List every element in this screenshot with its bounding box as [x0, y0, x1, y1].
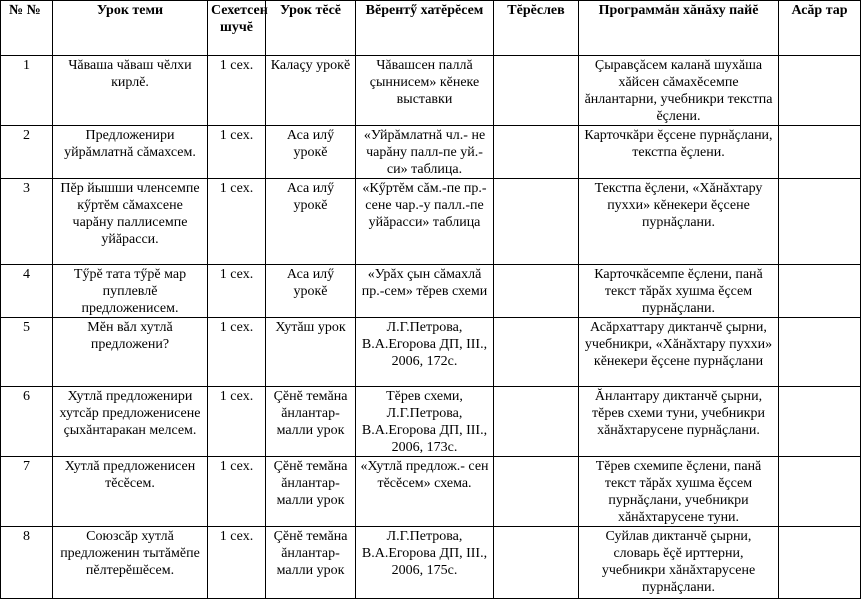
table-row	[1, 265, 861, 318]
cell-hours: 1 сех.	[208, 179, 266, 265]
cell-type: Аса илӳ урокĕ	[266, 179, 356, 265]
cell-extra	[779, 265, 861, 318]
cell-topic: Хутлă предложенири хутсăр предложенисене çыхăнтаракан мелсем.	[53, 387, 208, 457]
cell-extra	[779, 318, 861, 387]
cell-type: Çĕнĕ темăна ăнлантар-малли урок	[266, 387, 356, 457]
cell-terms	[494, 126, 579, 179]
cell-topic: Союзсăр хутлă предложенин тытăмĕпе пĕлтерĕшĕсем.	[53, 527, 208, 599]
cell-topic: Предложенири уйрăмлатнă сăмахсем.	[53, 126, 208, 179]
cell-topic: Хутлă предложенисен тĕсĕсем.	[53, 457, 208, 527]
cell-terms	[494, 387, 579, 457]
cell-goals: «Уйрăмлатнă чл.- не чарăну палл-пе уй.-си» таблица.	[356, 126, 494, 179]
cell-hours: 1 сех.	[208, 126, 266, 179]
table-row	[1, 179, 861, 265]
cell-num: 5	[1, 318, 53, 387]
cell-goals: Тĕрев схеми, Л.Г.Петрова, В.А.Егорова ДП, III., 2006, 173с.	[356, 387, 494, 457]
cell-goals: «Хутлă предлож.- сен тĕсĕсем» схема.	[356, 457, 494, 527]
cell-num: 7	[1, 457, 53, 527]
cell-topic: Пĕр йышши членсемпе кӳртĕм сăмахсене чарăну паллисемпе уйăрасси.	[53, 179, 208, 265]
cell-extra	[779, 527, 861, 599]
cell-num: 3	[1, 179, 53, 265]
header-topic: Урок теми	[53, 1, 208, 56]
cell-extra	[779, 387, 861, 457]
cell-type: Калаçу урокĕ	[266, 56, 356, 126]
cell-hours: 1 сех.	[208, 387, 266, 457]
cell-program: Текстпа ĕçлени, «Хăнăхтару пуххи» кĕнекери ĕçсене пурнăçлани.	[579, 179, 779, 265]
table-row	[1, 126, 861, 179]
cell-goals: Л.Г.Петрова, В.А.Егорова ДП, III., 2006, 175с.	[356, 527, 494, 599]
cell-goals: Л.Г.Петрова, В.А.Егорова ДП, III., 2006, 172с.	[356, 318, 494, 387]
cell-hours: 1 сех.	[208, 318, 266, 387]
table-row	[1, 318, 861, 387]
cell-goals: «Кӳртĕм сăм.-пе пр.-сене чар.-у палл.-пе уйăрасси» таблица	[356, 179, 494, 265]
cell-num: 1	[1, 56, 53, 126]
table-row	[1, 56, 861, 126]
cell-terms	[494, 179, 579, 265]
cell-program: Карточкăри ĕçсене пурнăçлани, текстпа ĕçлени.	[579, 126, 779, 179]
cell-terms	[494, 457, 579, 527]
cell-hours: 1 сех.	[208, 56, 266, 126]
cell-program: Ăнлантару диктанчĕ çырни, тĕрев схеми туни, учебникри хăнăхтарусене пурнăçлани.	[579, 387, 779, 457]
header-row	[1, 1, 861, 56]
header-type: Урок тĕсĕ	[266, 1, 356, 56]
cell-program: Асăрхаттару диктанчĕ çырни, учебникри, «Хăнăхтару пуххи» кĕнекери ĕçсене пурнăçлани	[579, 318, 779, 387]
table-row	[1, 457, 861, 527]
cell-goals: «Урăх çын сăмахлă пр.-сем» тĕрев схеми	[356, 265, 494, 318]
cell-num: 2	[1, 126, 53, 179]
cell-terms	[494, 56, 579, 126]
header-hours: Сехетсен шучĕ	[208, 1, 266, 56]
header-goals: Вĕрентӳ хатĕрĕсем	[356, 1, 494, 56]
cell-program: Тĕрев схемипе ĕçлени, панă текст тăрăх хушма ĕçсем пурнăçлани, учебникри хăнăхтарусене туни.	[579, 457, 779, 527]
cell-goals: Чăвашсен паллă çыннисем» кĕнеке выставки	[356, 56, 494, 126]
cell-topic: Тӳрĕ тата тӳрĕ мар пуплевлĕ предложенисем.	[53, 265, 208, 318]
cell-num: 6	[1, 387, 53, 457]
cell-terms	[494, 318, 579, 387]
cell-type: Çĕнĕ темăна ăнлантар-малли урок	[266, 527, 356, 599]
header-num: № №	[1, 1, 53, 56]
cell-type: Аса илӳ урокĕ	[266, 126, 356, 179]
cell-hours: 1 сех.	[208, 457, 266, 527]
cell-extra	[779, 56, 861, 126]
cell-topic: Чăваша чăваш чĕлхи кирлĕ.	[53, 56, 208, 126]
cell-hours: 1 сех.	[208, 265, 266, 318]
cell-topic: Мĕн вăл хутлă предложени?	[53, 318, 208, 387]
table-row	[1, 527, 861, 599]
cell-type: Çĕнĕ темăна ăнлантар-малли урок	[266, 457, 356, 527]
cell-type: Хутăш урок	[266, 318, 356, 387]
cell-extra	[779, 126, 861, 179]
cell-hours: 1 сех.	[208, 527, 266, 599]
cell-terms	[494, 265, 579, 318]
cell-num: 4	[1, 265, 53, 318]
cell-extra	[779, 457, 861, 527]
cell-extra	[779, 179, 861, 265]
cell-program: Карточкăсемпе ĕçлени, панă текст тăрăх хушма ĕçсем пурнăçлани.	[579, 265, 779, 318]
cell-program: Çыравçăсем каланă шухăша хăйсен сăмахĕсемпе ăнлантарни, учебникри текстпа ĕçлени.	[579, 56, 779, 126]
cell-num: 8	[1, 527, 53, 599]
cell-type: Аса илӳ урокĕ	[266, 265, 356, 318]
cell-terms	[494, 527, 579, 599]
header-program: Программăн хăнăху пайĕ	[579, 1, 779, 56]
table-row	[1, 387, 861, 457]
header-terms: Тĕрĕслев	[494, 1, 579, 56]
header-extra: Асăр тар	[779, 1, 861, 56]
cell-program: Суйлав диктанчĕ çырни, словарь ĕçĕ ирттерни, учебникри хăнăхтарусене пурнăçлани.	[579, 527, 779, 599]
